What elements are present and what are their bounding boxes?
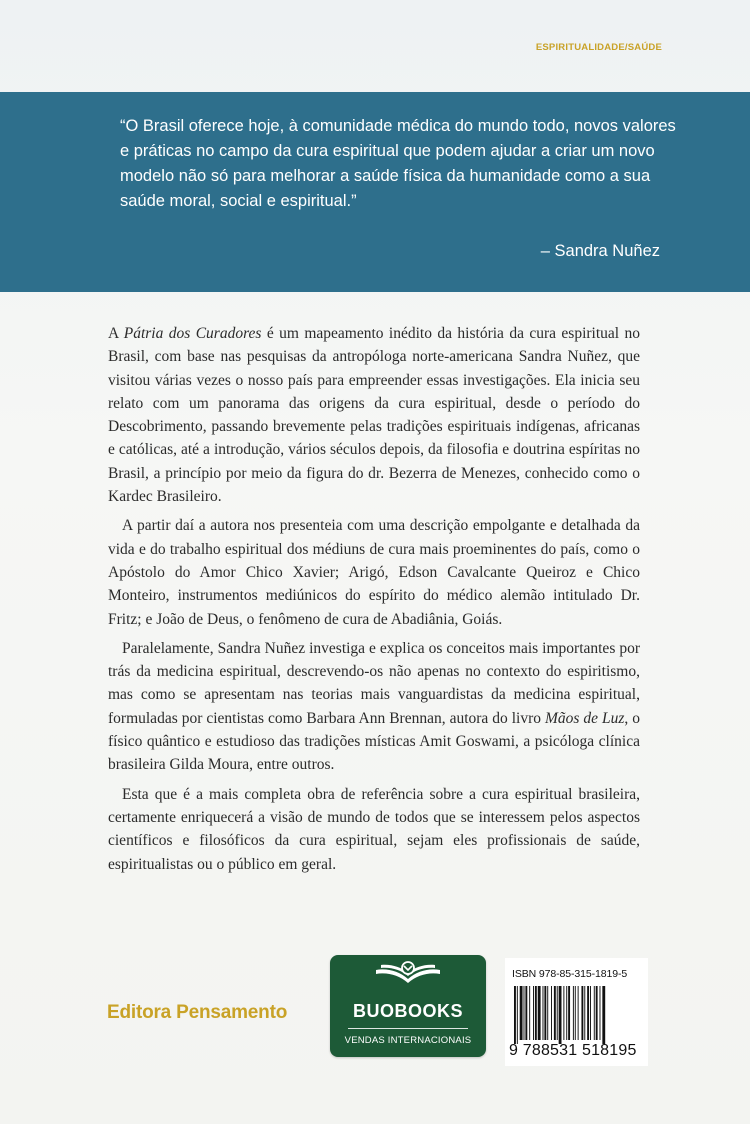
barcode-bar xyxy=(559,986,562,1044)
barcode-bar xyxy=(520,986,523,1040)
barcode-bar xyxy=(600,986,601,1040)
category-label: ESPIRITUALIDADE/SAÚDE xyxy=(535,42,662,53)
isbn-barcode xyxy=(505,958,648,1066)
barcode-bar xyxy=(533,986,534,1040)
barcode-bar xyxy=(596,986,598,1040)
barcode-bar xyxy=(525,986,527,1040)
barcode-bar xyxy=(587,986,589,1040)
synopsis-paragraph-2: A partir daí a autora nos presenteia com uma descrição empolgante e detalhada da vida e do trabalho espiritual dos médiuns de cura mais proeminentes do país, como o Apóstolo do Amor Chico Xavier; Arigó, Edson Cavalcante Queiroz e Chico Monteiro, instrumentos mediúnicos do espírito do médico alemão intitulado Dr. Fritz; e João de Deus, o fenômeno de cura de Abadiânia, Goiás. xyxy=(108,517,640,628)
barcode-bar xyxy=(517,986,518,1044)
synopsis-paragraph-4: Esta que é a mais completa obra de referência sobre a cura espiritual brasileira, certamente enriquecerá a visão de mundo de todos que se interessem pelos aspectos científicos e filosóficos da cura espiritual, sejam eles profissionais de saúde, espiritualistas ou o público em geral. xyxy=(108,785,640,873)
barcode-bar xyxy=(551,986,552,1040)
referenced-book-title: Mãos de Luz xyxy=(544,709,625,727)
book-title: Pátria dos Curadores xyxy=(123,325,262,342)
barcode-bar xyxy=(581,986,583,1040)
barcode-bar xyxy=(573,986,574,1040)
barcode-bar xyxy=(547,986,548,1040)
barcode-bar xyxy=(590,986,591,1040)
barcode-bar xyxy=(535,986,537,1040)
p1-rest: é um mapeamento inédito da história da cura espiritual no Brasil, com base nas pesquisas da antropóloga norte-americana Sandra Nuñez, que visitou várias vezes o nosso país para empreender essas investigações. Ela inicia seu relato com um panorama das origens da cura espiritual, desde o período do Descobrimento, passando brevemente pelas tradições espirituais indígenas, africanas e católicas, até a introdução, vários séculos depois, da filosofia e doutrina espíritas no Brasil, a princípio por meio da figura do dr. Bezerra de Menezes, conhecido como o Kardec Brasileiro. xyxy=(108,325,641,506)
quote-band xyxy=(0,92,750,292)
isbn-label: ISBN 978-85-315-1819-5 xyxy=(512,968,628,980)
barcode-bars xyxy=(512,986,642,1044)
barcode-bar xyxy=(563,986,564,1040)
book-wings-icon xyxy=(373,959,443,989)
p3-rest: , o físico quântico e estudioso das tradições místicas Amit Goswami, a psicóloga clínica brasileira Gilda Moura, entre outros. xyxy=(108,709,641,774)
logo-divider xyxy=(348,1028,468,1029)
barcode-bar xyxy=(568,986,570,1040)
p3-start: Paralelamente, Sandra Nuñez investiga e explica os conceitos mais importantes por trás da medicina espiritual, descrevendo-os não apenas no contexto do espiritismo, mas como se apresentam nas teorias mais vanguardistas da medicina espiritual, formuladas por cientistas como Barbara Ann Brennan, autora do livro xyxy=(108,639,640,727)
barcode-digits: 9 788531 518195 xyxy=(509,1042,637,1059)
barcode-bar xyxy=(529,986,530,1040)
barcode-bar xyxy=(602,986,605,1044)
barcode-bar xyxy=(543,986,544,1040)
barcode-bar xyxy=(554,986,556,1040)
quote-author: – Sandra Nuñez xyxy=(540,242,660,260)
barcode-bar xyxy=(544,986,546,1040)
barcode-bar xyxy=(578,986,579,1040)
barcode-bar xyxy=(557,986,558,1040)
logo-subtitle: VENDAS INTERNACIONAIS xyxy=(344,1035,472,1046)
synopsis-paragraph-3 xyxy=(108,637,640,777)
logo-brand-text: BUOBOOKS xyxy=(352,1001,463,1021)
publisher-name: Editora Pensamento xyxy=(107,1002,288,1023)
barcode-bar xyxy=(524,986,525,1040)
barcode-bar xyxy=(538,986,541,1040)
synopsis-text xyxy=(108,322,640,882)
p1-start: A xyxy=(108,325,124,342)
synopsis-paragraph-1 xyxy=(108,322,640,508)
barcode-bar xyxy=(594,986,595,1040)
barcode-bar xyxy=(575,986,576,1040)
buobooks-logo xyxy=(330,955,486,1057)
quote-text: “O Brasil oferece hoje, à comunidade médica do mundo todo, novos valores e práticas no campo da cura espiritual que podem ajudar a criar um novo modelo não só para melhorar a saúde física da humanidade como a sua saúde moral, social e espiritual.” xyxy=(120,117,676,210)
barcode-bar xyxy=(514,986,516,1044)
barcode-bar xyxy=(566,986,567,1040)
barcode-bar xyxy=(584,986,585,1040)
